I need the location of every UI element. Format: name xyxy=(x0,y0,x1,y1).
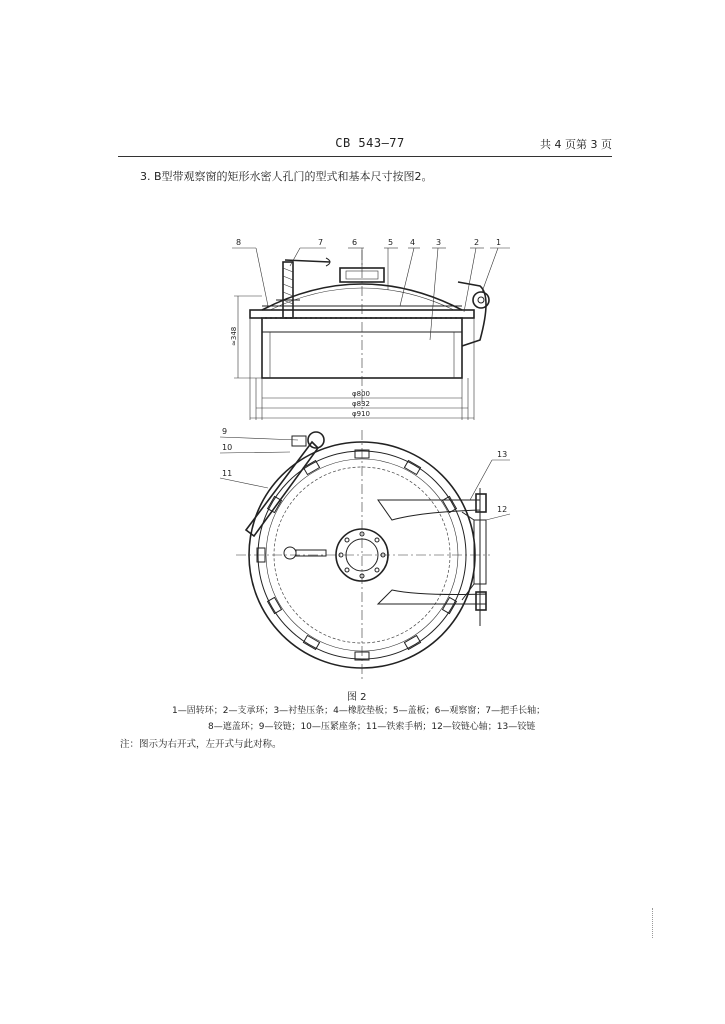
leader-4 xyxy=(400,248,414,306)
callout-5: 5 xyxy=(388,238,394,247)
page-info: 共 4 页第 3 页 xyxy=(540,138,612,151)
leader-11 xyxy=(220,478,268,488)
hinge-knuckle-top xyxy=(476,494,486,512)
leader-12 xyxy=(486,514,510,520)
lever-lock xyxy=(292,436,306,446)
dim-d1: φ800 xyxy=(352,390,370,398)
dim-height: ≈348 xyxy=(230,326,238,346)
callout-11: 11 xyxy=(222,469,233,478)
standard-code: CB 543—77 xyxy=(335,136,405,150)
callout-3: 3 xyxy=(436,238,442,247)
hinge-pin-circle xyxy=(473,292,489,308)
callout-10: 10 xyxy=(222,443,233,452)
legend-line-1: 1—固转环；2—支承环；3—衬垫压条；4—橡胶垫板；5—盖板；6—观察窗；7—把手长轴； xyxy=(172,706,546,716)
callout-2: 2 xyxy=(474,238,480,247)
callout-8: 8 xyxy=(236,238,242,247)
dim-d3: φ910 xyxy=(352,410,370,418)
leader-1 xyxy=(482,248,498,292)
hinge-links xyxy=(462,512,474,600)
leader-8 xyxy=(256,248,268,306)
callout-4: 4 xyxy=(410,238,416,247)
hinge-arm-bottom xyxy=(378,590,486,604)
figure-label: 图 2 xyxy=(347,692,367,703)
leader-7 xyxy=(290,248,300,266)
callout-7: 7 xyxy=(318,238,324,247)
plan-view xyxy=(220,427,510,680)
note-text: 注：图示为右开式，左开式与此对称。 xyxy=(120,739,282,750)
side-view xyxy=(230,238,510,420)
callout-13: 13 xyxy=(497,450,508,459)
callout-9: 9 xyxy=(222,427,228,436)
callout-1: 1 xyxy=(496,238,502,247)
hinge-pin-dot xyxy=(478,297,484,303)
callout-6: 6 xyxy=(352,238,358,247)
callout-12: 12 xyxy=(497,505,508,514)
legend-line-2: 8—遮盖环；9—铰链；10—压紧座条；11—铁索手柄；12—铰链心轴；13—铰链 xyxy=(208,722,536,732)
leader-9 xyxy=(220,437,298,440)
margin-mark xyxy=(652,908,655,938)
dim-d2: φ832 xyxy=(352,400,370,408)
leader-3 xyxy=(430,248,438,340)
intro-text: 3. B型带观察窗的矩形水密人孔门的型式和基本尺寸按图2。 xyxy=(140,170,433,183)
handle-knob xyxy=(284,547,296,559)
hinge-arm-top xyxy=(378,500,480,520)
leader-10 xyxy=(220,452,290,453)
